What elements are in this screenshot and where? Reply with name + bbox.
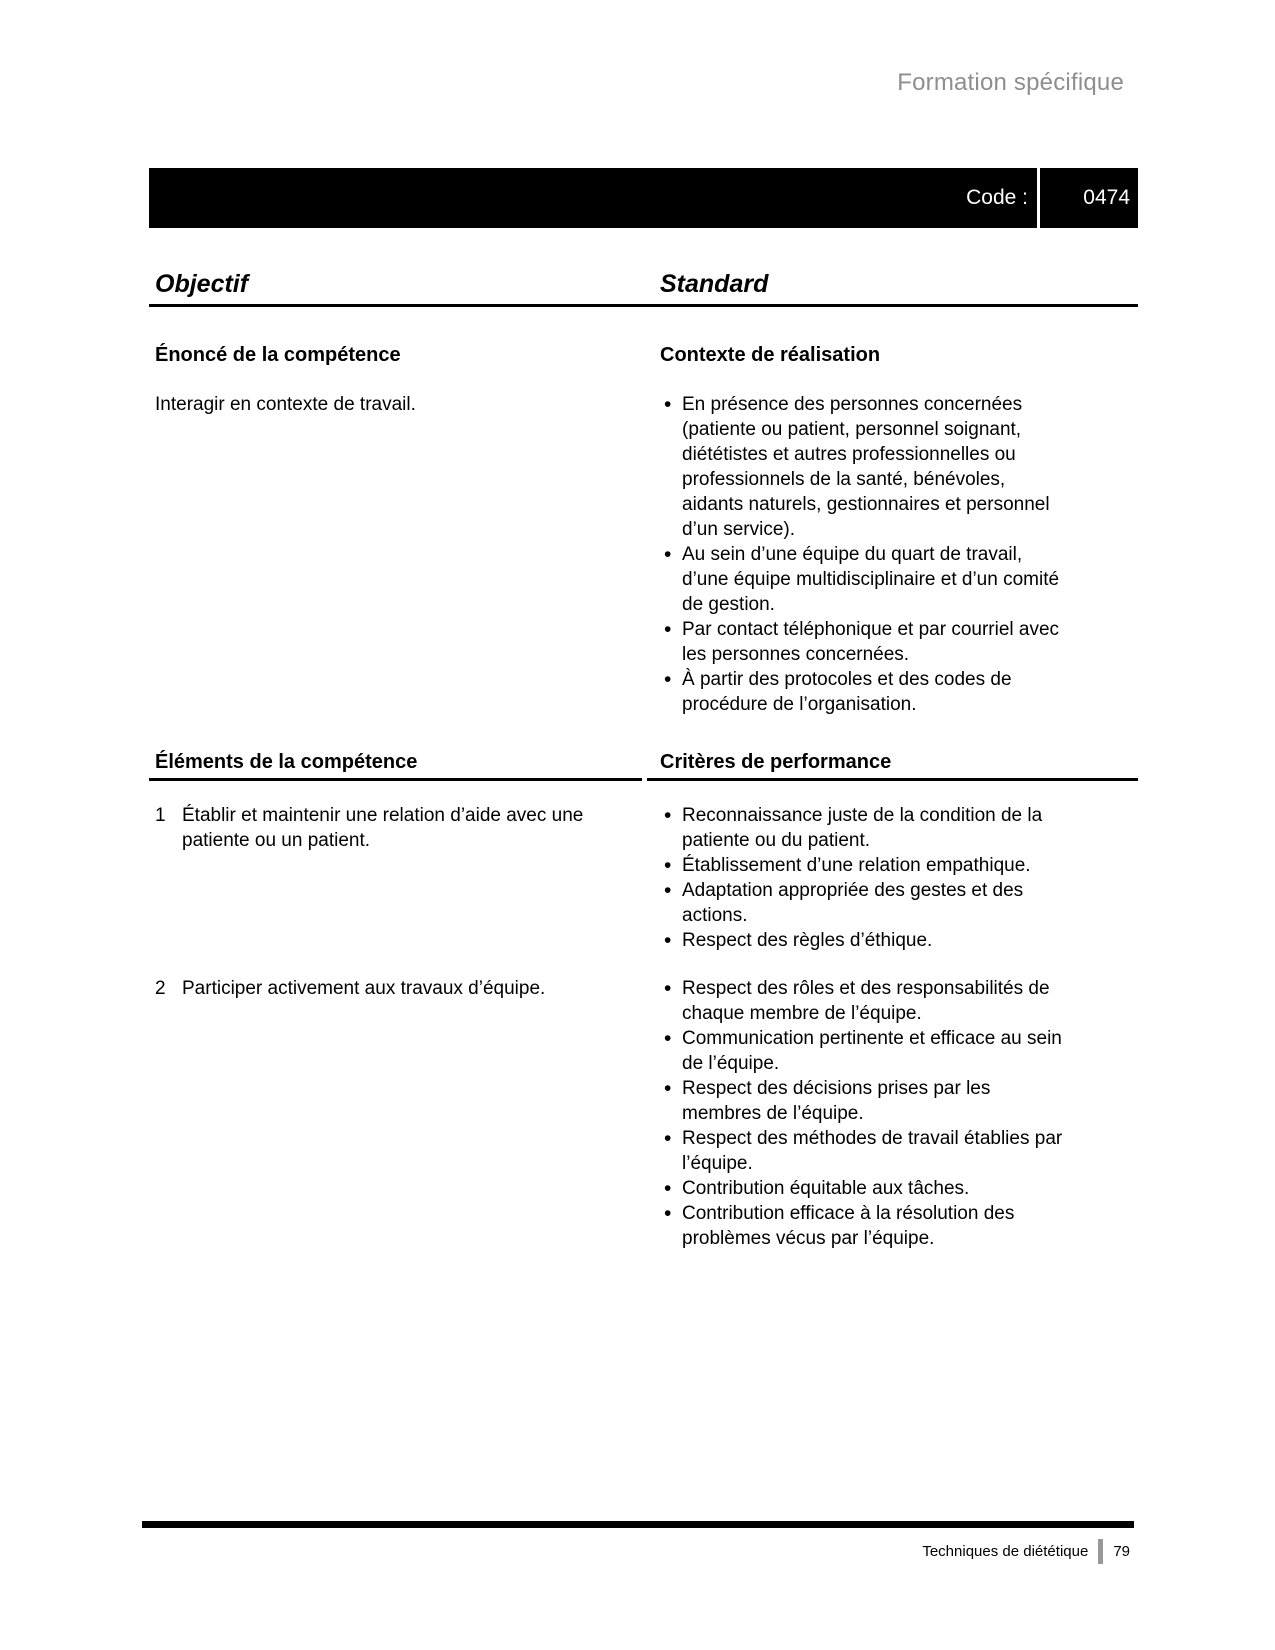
standard-heading: Standard (660, 270, 769, 298)
list-item: • Communication pertinente et efficace au sein de l’équipe. (660, 1026, 1064, 1076)
list-item: • À partir des protocoles et des codes de procédure de l’organisation. (660, 667, 1064, 717)
elements-heading-rule (149, 778, 642, 781)
list-item: • Reconnaissance juste de la condition de la patiente ou du patient. (660, 803, 1064, 853)
list-item: • Respect des rôles et des responsabilités de chaque membre de l’équipe. (660, 976, 1064, 1026)
footer-rule (142, 1521, 1134, 1528)
element-number: 2 (155, 978, 166, 999)
enonce-text: Interagir en contexte de travail. (155, 394, 416, 415)
running-header-label: Formation spécifique (897, 69, 1124, 96)
criteres-performance-heading: Critères de performance (660, 751, 892, 773)
footer-divider (1098, 1539, 1103, 1564)
contexte-bullet-list (660, 392, 1064, 717)
list-item: • Établissement d’une relation empathique. (660, 853, 1064, 878)
code-label: Code : (966, 186, 1028, 209)
element-text: Participer activement aux travaux d’équipe. (182, 978, 546, 999)
objectif-heading: Objectif (155, 270, 249, 298)
list-item: • Respect des règles d’éthique. (660, 928, 1064, 953)
list-item: • Au sein d’une équipe du quart de travail, d’une équipe multidisciplinaire et d’un comité de gestion. (660, 542, 1064, 617)
list-item: • En présence des personnes concernées (patiente ou patient, personnel soignant, diététistes et autres professionnelles ou professionnels de la santé, bénévoles, aidants naturels, gestionnaires et personnel d’un service). (660, 392, 1064, 542)
criteres-list-item-1 (660, 803, 1064, 953)
list-item: • Adaptation appropriée des gestes et des actions. (660, 878, 1064, 928)
criteres-list-item-2 (660, 976, 1064, 1251)
enonce-competence-heading: Énoncé de la compétence (155, 344, 401, 366)
code-value: 0474 (1083, 186, 1130, 209)
element-number: 1 (155, 805, 166, 826)
footer-program-label: Techniques de diététique (922, 1542, 1089, 1560)
list-item: • Contribution équitable aux tâches. (660, 1176, 1064, 1201)
contexte-realisation-heading: Contexte de réalisation (660, 344, 881, 366)
list-item: • Respect des décisions prises par les membres de l’équipe. (660, 1076, 1064, 1126)
elements-competence-heading: Éléments de la compétence (155, 751, 418, 773)
list-item: • Respect des méthodes de travail établies par l’équipe. (660, 1126, 1064, 1176)
heading-rule (149, 304, 1138, 307)
footer-page-number: 79 (1113, 1542, 1130, 1560)
list-item: • Contribution efficace à la résolution des problèmes vécus par l’équipe. (660, 1201, 1064, 1251)
code-bar (149, 168, 1138, 228)
list-item: • Par contact téléphonique et par courriel avec les personnes concernées. (660, 617, 1064, 667)
criteres-heading-rule (647, 778, 1138, 781)
element-text: Établir et maintenir une relation d’aide avec une patiente ou un patient. (182, 805, 584, 851)
footer (922, 1538, 1130, 1564)
